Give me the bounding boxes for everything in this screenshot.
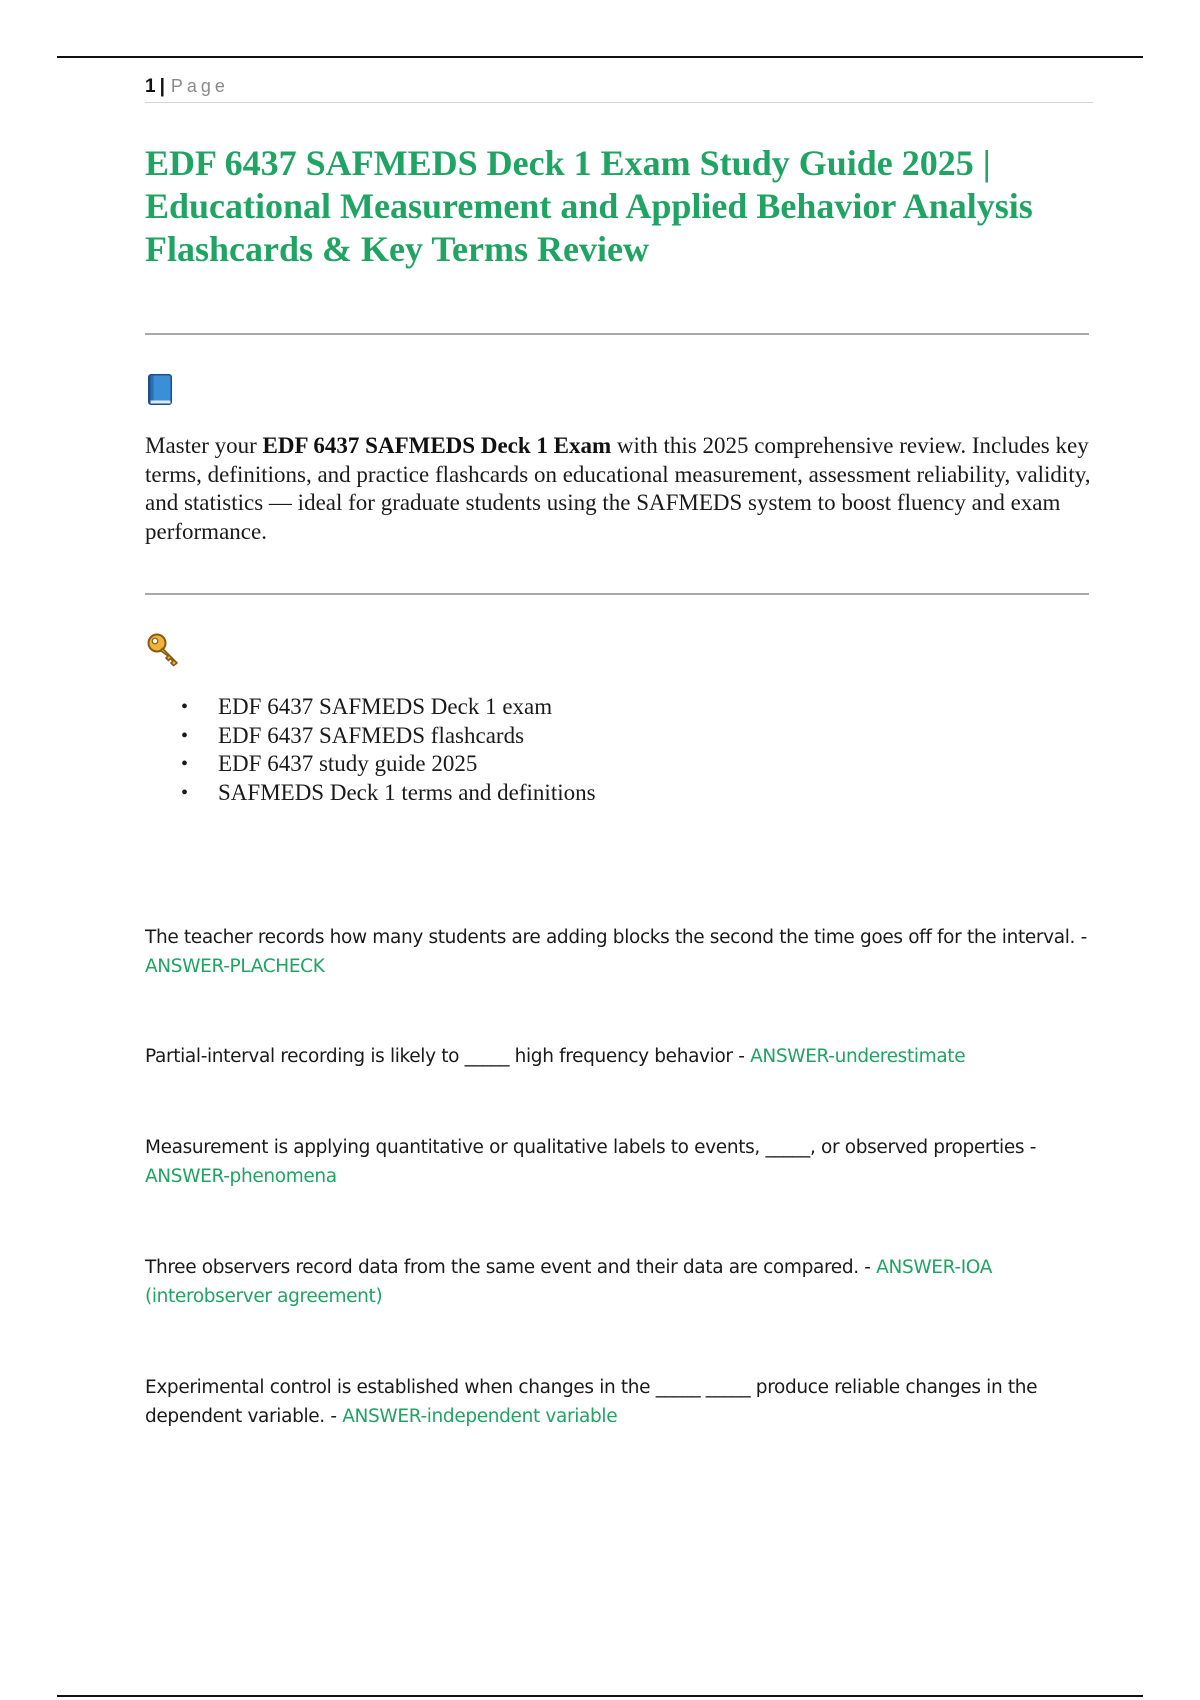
flashcard-question: Partial-interval recording is likely to _____ high frequency behavior - bbox=[145, 1046, 751, 1067]
page-top-rule bbox=[57, 56, 1143, 58]
flashcard-item bbox=[145, 1373, 1095, 1431]
intro-lead: Master your bbox=[145, 433, 263, 458]
page-header bbox=[145, 74, 1093, 103]
flashcard-question: Measurement is applying quantitative or qualitative labels to events, _____, or observed properties - bbox=[145, 1137, 1037, 1158]
document-title: EDF 6437 SAFMEDS Deck 1 Exam Study Guide 2025 | Educational Measurement and Applied Behavior Analysis Flashcards & Key Terms Review bbox=[145, 143, 1033, 269]
intro-rest: with this 2025 comprehensive review. Includes key terms, definitions, and practice flashcards on educational measurement, assessment reliability, validity, and statistics — ideal for graduate students using the SAFMEDS system to boost fluency and exam performance. bbox=[145, 433, 1091, 544]
flashcard-item bbox=[145, 1253, 1095, 1311]
book-icon bbox=[147, 373, 173, 406]
list-item: • EDF 6437 study guide 2025 bbox=[145, 750, 1045, 779]
section-divider bbox=[145, 593, 1089, 595]
flashcard-item bbox=[145, 923, 1095, 981]
page-number: 1 bbox=[145, 76, 156, 97]
page-label: Page bbox=[170, 76, 229, 96]
page-bottom-rule bbox=[57, 1695, 1143, 1697]
page-separator: | bbox=[159, 76, 165, 97]
section-divider bbox=[145, 333, 1089, 335]
flashcard-question: Three observers record data from the same event and their data are compared. - bbox=[145, 1257, 877, 1278]
flashcard-item bbox=[145, 1042, 1095, 1071]
list-item: • EDF 6437 SAFMEDS flashcards bbox=[145, 722, 1045, 751]
list-item: • SAFMEDS Deck 1 terms and definitions bbox=[145, 779, 1045, 808]
list-item: • EDF 6437 SAFMEDS Deck 1 exam bbox=[145, 693, 1045, 722]
flashcard-answer: ANSWER-phenomena bbox=[145, 1166, 337, 1187]
flashcard-answer: ANSWER-PLACHECK bbox=[145, 956, 325, 977]
flashcard-question: Experimental control is established when changes in the _____ _____ produce reliable changes in the dependent variable. - bbox=[145, 1377, 1038, 1427]
intro-bold-course: EDF 6437 SAFMEDS Deck 1 Exam bbox=[262, 433, 612, 458]
flashcard-answer: ANSWER-independent variable bbox=[342, 1406, 618, 1427]
flashcard-answer: ANSWER-underestimate bbox=[750, 1046, 966, 1067]
key-icon bbox=[146, 632, 182, 668]
flashcard-question: The teacher records how many students are adding blocks the second the time goes off for the interval. - bbox=[145, 927, 1087, 948]
intro-paragraph bbox=[145, 432, 1095, 546]
keyword-list bbox=[145, 693, 1045, 807]
flashcard-answer: ANSWER-IOA (interobserver agreement) bbox=[145, 1257, 993, 1307]
flashcard-item bbox=[145, 1133, 1095, 1191]
